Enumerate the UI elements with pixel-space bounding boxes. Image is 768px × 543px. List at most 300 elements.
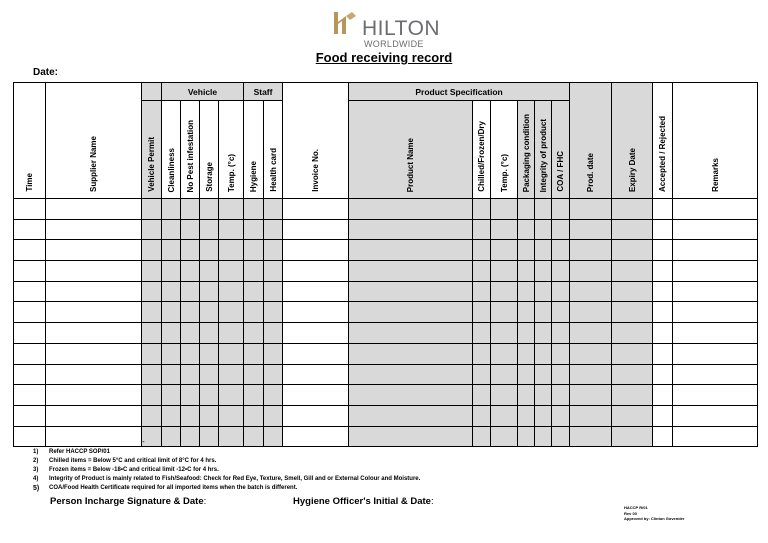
table-row <box>14 323 758 344</box>
table-cell[interactable] <box>200 199 219 220</box>
table-row <box>14 281 758 302</box>
table-cell[interactable] <box>219 426 244 447</box>
table-cell[interactable] <box>244 261 264 282</box>
table-cell[interactable] <box>162 343 181 364</box>
table-cell[interactable] <box>264 323 283 344</box>
table-cell[interactable] <box>491 240 518 261</box>
table-cell[interactable] <box>283 219 349 240</box>
table-cell[interactable] <box>283 343 349 364</box>
table-cell[interactable] <box>349 426 473 447</box>
table-cell[interactable] <box>535 385 552 406</box>
table-cell[interactable] <box>264 302 283 323</box>
table-cell[interactable] <box>14 364 46 385</box>
table-cell[interactable] <box>142 302 162 323</box>
table-cell[interactable] <box>473 240 491 261</box>
table-cell[interactable] <box>673 385 758 406</box>
table-cell[interactable] <box>142 343 162 364</box>
table-cell[interactable] <box>491 261 518 282</box>
table-cell[interactable] <box>491 302 518 323</box>
table-cell[interactable] <box>349 343 473 364</box>
table-cell[interactable] <box>673 199 758 220</box>
table-cell[interactable] <box>244 199 264 220</box>
table-cell[interactable] <box>653 405 673 426</box>
table-cell[interactable] <box>142 385 162 406</box>
table-cell[interactable] <box>653 261 673 282</box>
table-cell[interactable] <box>142 199 162 220</box>
table-cell[interactable] <box>162 323 181 344</box>
table-cell[interactable] <box>552 281 570 302</box>
table-cell[interactable] <box>200 426 219 447</box>
table-cell[interactable] <box>14 261 46 282</box>
table-row <box>14 405 758 426</box>
table-cell[interactable] <box>14 405 46 426</box>
note-item <box>33 484 420 493</box>
table-cell[interactable] <box>518 199 535 220</box>
table-cell[interactable] <box>349 261 473 282</box>
table-cell[interactable] <box>181 219 200 240</box>
table-cell[interactable] <box>264 426 283 447</box>
table-cell[interactable] <box>46 426 142 447</box>
table-cell[interactable] <box>491 219 518 240</box>
table-cell[interactable] <box>349 364 473 385</box>
table-cell[interactable] <box>491 426 518 447</box>
table-cell[interactable] <box>283 240 349 261</box>
table-cell[interactable] <box>653 240 673 261</box>
table-cell[interactable] <box>244 281 264 302</box>
note-number: 1) <box>33 449 39 455</box>
table-cell[interactable] <box>535 364 552 385</box>
table-cell[interactable] <box>518 302 535 323</box>
table-cell[interactable] <box>518 343 535 364</box>
table-cell[interactable] <box>535 426 552 447</box>
table-cell[interactable] <box>142 281 162 302</box>
table-cell[interactable] <box>46 405 142 426</box>
col-prod-date: Prod. date <box>570 83 612 199</box>
table-cell[interactable] <box>473 426 491 447</box>
table-cell[interactable] <box>14 240 46 261</box>
table-cell[interactable] <box>491 323 518 344</box>
table-cell[interactable] <box>264 343 283 364</box>
table-cell[interactable] <box>181 385 200 406</box>
table-cell[interactable] <box>200 281 219 302</box>
table-cell[interactable] <box>283 323 349 344</box>
table-cell[interactable] <box>491 364 518 385</box>
logo-name: HILTON <box>362 17 441 40</box>
group-header-row <box>14 83 758 101</box>
table-cell[interactable] <box>473 343 491 364</box>
table-cell[interactable] <box>181 343 200 364</box>
table-cell[interactable] <box>653 281 673 302</box>
table-cell[interactable] <box>181 281 200 302</box>
col-expiry-date: Expiry Date <box>612 83 653 199</box>
table-cell[interactable] <box>162 302 181 323</box>
table-cell[interactable] <box>200 302 219 323</box>
table-cell[interactable] <box>552 323 570 344</box>
table-cell[interactable] <box>46 364 142 385</box>
table-cell[interactable] <box>142 261 162 282</box>
footer-approved: Approved by: Clinton Govender <box>624 516 685 521</box>
hilton-emblem-icon <box>332 10 358 36</box>
note-text: Frozen items = Below -18•C and critical limit -12•C for 4 hrs. <box>49 467 219 473</box>
table-cell[interactable] <box>162 261 181 282</box>
table-row <box>14 261 758 282</box>
table-cell[interactable] <box>570 364 612 385</box>
table-cell[interactable] <box>244 426 264 447</box>
table-cell[interactable] <box>46 302 142 323</box>
logo-subtitle: WORLDWIDE <box>364 39 424 49</box>
table-cell[interactable] <box>673 364 758 385</box>
table-cell[interactable] <box>535 302 552 323</box>
table-cell[interactable] <box>673 405 758 426</box>
table-cell[interactable] <box>181 261 200 282</box>
table-cell[interactable] <box>612 281 653 302</box>
table-cell[interactable] <box>518 240 535 261</box>
table-cell[interactable] <box>162 364 181 385</box>
note-text: COA/Food Health Certificate required for all imported items when the batch is different. <box>49 485 298 491</box>
table-cell[interactable] <box>264 364 283 385</box>
table-cell[interactable] <box>673 426 758 447</box>
table-cell[interactable] <box>244 302 264 323</box>
table-cell[interactable] <box>570 199 612 220</box>
table-cell[interactable] <box>46 199 142 220</box>
note-number: 5) <box>33 485 40 492</box>
table-cell[interactable] <box>349 302 473 323</box>
table-cell[interactable] <box>200 323 219 344</box>
col-time: Time <box>14 83 46 199</box>
table-cell[interactable] <box>264 405 283 426</box>
col-storage: Storage <box>200 101 219 199</box>
note-text: Chilled items = Below 5°C and critical limit of 8°C for 4 hrs. <box>49 458 217 464</box>
table-cell[interactable] <box>653 364 673 385</box>
table-cell[interactable] <box>673 261 758 282</box>
table-cell[interactable] <box>552 343 570 364</box>
table-cell[interactable] <box>612 405 653 426</box>
table-cell[interactable] <box>473 281 491 302</box>
table-cell[interactable] <box>219 405 244 426</box>
table-cell[interactable] <box>264 219 283 240</box>
table-cell[interactable] <box>349 240 473 261</box>
table-cell[interactable] <box>473 364 491 385</box>
table-cell[interactable] <box>283 302 349 323</box>
table-cell[interactable] <box>244 323 264 344</box>
table-cell[interactable] <box>14 323 46 344</box>
table-cell[interactable] <box>552 385 570 406</box>
note-number: 4) <box>33 476 39 482</box>
table-cell[interactable] <box>552 261 570 282</box>
table-cell[interactable] <box>612 323 653 344</box>
table-cell[interactable] <box>653 385 673 406</box>
table-cell[interactable] <box>264 281 283 302</box>
food-receiving-table <box>13 82 758 447</box>
table-cell[interactable] <box>552 426 570 447</box>
table-cell[interactable] <box>142 323 162 344</box>
table-cell[interactable] <box>283 364 349 385</box>
table-cell[interactable] <box>219 199 244 220</box>
table-cell[interactable] <box>219 281 244 302</box>
table-cell[interactable] <box>14 219 46 240</box>
table-cell[interactable] <box>46 219 142 240</box>
group-staff: Staff <box>244 83 283 101</box>
table-cell[interactable] <box>283 281 349 302</box>
table-cell[interactable] <box>181 364 200 385</box>
table-cell[interactable] <box>673 343 758 364</box>
table-cell[interactable] <box>200 343 219 364</box>
table-cell[interactable] <box>570 405 612 426</box>
table-cell[interactable] <box>14 281 46 302</box>
table-cell[interactable] <box>535 199 552 220</box>
table-cell[interactable] <box>219 343 244 364</box>
table-cell[interactable] <box>518 281 535 302</box>
table-cell[interactable] <box>518 385 535 406</box>
table-row <box>14 364 758 385</box>
table-cell[interactable] <box>653 426 673 447</box>
table-cell[interactable] <box>46 261 142 282</box>
table-cell[interactable] <box>181 405 200 426</box>
table-cell[interactable] <box>162 281 181 302</box>
col-integrity: Integrity of product <box>535 101 552 199</box>
table-cell[interactable] <box>535 343 552 364</box>
table-cell[interactable] <box>673 219 758 240</box>
table-cell[interactable] <box>162 426 181 447</box>
table-row <box>14 219 758 240</box>
table-cell[interactable] <box>181 323 200 344</box>
table-cell[interactable] <box>283 405 349 426</box>
footer-code: HACCP R/01 <box>624 505 648 510</box>
table-cell[interactable] <box>612 302 653 323</box>
table-cell[interactable] <box>283 199 349 220</box>
table-cell[interactable] <box>491 405 518 426</box>
table-cell[interactable] <box>535 240 552 261</box>
table-cell[interactable] <box>244 385 264 406</box>
table-cell[interactable] <box>473 199 491 220</box>
table-cell[interactable] <box>219 385 244 406</box>
table-cell[interactable] <box>570 261 612 282</box>
col-cleanliness: Cleanliness <box>162 101 181 199</box>
table-cell[interactable] <box>162 405 181 426</box>
table-cell[interactable] <box>200 240 219 261</box>
table-cell[interactable] <box>673 302 758 323</box>
table-cell[interactable] <box>162 385 181 406</box>
table-cell[interactable] <box>244 240 264 261</box>
notes-list <box>33 448 420 493</box>
table-cell[interactable] <box>570 281 612 302</box>
table-cell[interactable] <box>570 219 612 240</box>
table-cell[interactable] <box>219 302 244 323</box>
table-cell[interactable] <box>219 219 244 240</box>
table-cell[interactable] <box>349 323 473 344</box>
table-cell[interactable] <box>491 385 518 406</box>
table-cell[interactable] <box>518 405 535 426</box>
col-hygiene: Hygiene <box>244 101 264 199</box>
table-cell[interactable] <box>473 302 491 323</box>
note-text: Refer HACCP SOP/01 <box>49 449 110 455</box>
table-cell[interactable] <box>570 343 612 364</box>
note-text: Integrity of Product is mainly related to Fish/Seafood: Check for Red Eye, Texture, Smell, Gill and or External Colour and Moisture. <box>49 476 421 482</box>
table-cell[interactable] <box>181 240 200 261</box>
col-chilled-frozen-dry: Chilled/Frozen/Dry <box>473 101 491 199</box>
col-supplier-name: Supplier Name <box>46 83 142 199</box>
table-cell[interactable] <box>570 240 612 261</box>
table-row <box>14 385 758 406</box>
table-cell[interactable] <box>219 261 244 282</box>
table-cell[interactable] <box>283 426 349 447</box>
table-cell[interactable] <box>653 343 673 364</box>
table-cell[interactable] <box>349 281 473 302</box>
table-cell[interactable] <box>349 385 473 406</box>
table-cell[interactable] <box>264 240 283 261</box>
table-cell[interactable] <box>518 323 535 344</box>
table-cell[interactable] <box>491 281 518 302</box>
table-cell[interactable] <box>552 405 570 426</box>
table-cell[interactable] <box>349 199 473 220</box>
col-remarks: Remarks <box>673 83 758 199</box>
note-number: 3) <box>33 467 39 473</box>
table-cell[interactable] <box>46 343 142 364</box>
table-cell[interactable] <box>219 323 244 344</box>
table-cell[interactable] <box>518 426 535 447</box>
table-cell[interactable] <box>653 219 673 240</box>
table-cell[interactable] <box>244 364 264 385</box>
table-cell[interactable] <box>612 343 653 364</box>
col-no-pest: No Pest infestation <box>181 101 200 199</box>
table-cell[interactable] <box>142 364 162 385</box>
table-cell[interactable] <box>552 302 570 323</box>
table-cell[interactable] <box>283 385 349 406</box>
table-cell[interactable] <box>142 405 162 426</box>
table-cell[interactable] <box>200 219 219 240</box>
table-cell[interactable] <box>612 219 653 240</box>
table-cell[interactable] <box>244 405 264 426</box>
person-incharge-signature: Person Incharge Signature & Date: <box>50 496 207 507</box>
table-cell[interactable] <box>200 405 219 426</box>
table-cell[interactable] <box>491 343 518 364</box>
table-cell[interactable] <box>244 219 264 240</box>
table-cell[interactable] <box>653 323 673 344</box>
row-mark[interactable]: - <box>142 426 162 447</box>
table-cell[interactable] <box>162 240 181 261</box>
table-cell[interactable] <box>349 405 473 426</box>
table-cell[interactable] <box>570 426 612 447</box>
table-cell[interactable] <box>570 323 612 344</box>
table-cell[interactable] <box>612 240 653 261</box>
table-cell[interactable] <box>219 364 244 385</box>
table-cell[interactable] <box>612 426 653 447</box>
table-cell[interactable] <box>200 261 219 282</box>
table-cell[interactable] <box>653 199 673 220</box>
table-cell[interactable] <box>473 405 491 426</box>
table-cell[interactable] <box>264 261 283 282</box>
table-cell[interactable] <box>570 302 612 323</box>
col-packaging: Packaging condition <box>518 101 535 199</box>
table-cell[interactable] <box>264 199 283 220</box>
table-cell[interactable] <box>473 261 491 282</box>
table-cell[interactable] <box>473 385 491 406</box>
table-cell[interactable] <box>518 261 535 282</box>
table-cell[interactable] <box>535 261 552 282</box>
table-cell[interactable] <box>518 219 535 240</box>
table-cell[interactable] <box>219 240 244 261</box>
table-cell[interactable] <box>14 343 46 364</box>
table-cell[interactable] <box>673 323 758 344</box>
table-cell[interactable] <box>46 385 142 406</box>
date-label: Date: <box>33 67 59 78</box>
table-cell[interactable] <box>14 385 46 406</box>
table-cell[interactable] <box>552 199 570 220</box>
table-cell[interactable] <box>570 385 612 406</box>
table-cell[interactable] <box>653 302 673 323</box>
table-cell[interactable] <box>14 199 46 220</box>
table-cell[interactable] <box>491 199 518 220</box>
table-cell[interactable] <box>612 385 653 406</box>
table-row <box>14 343 758 364</box>
table-cell[interactable] <box>535 281 552 302</box>
col-vehicle-temp: Temp. (°c) <box>219 101 244 199</box>
table-cell[interactable] <box>264 385 283 406</box>
col-product-temp: Temp. (°c) <box>491 101 518 199</box>
col-product-name: Product Name <box>349 101 473 199</box>
table-cell[interactable] <box>349 219 473 240</box>
table-cell[interactable] <box>535 405 552 426</box>
group-vehicle: Vehicle <box>162 83 244 101</box>
table-cell[interactable] <box>535 323 552 344</box>
table-cell[interactable] <box>612 199 653 220</box>
table-cell[interactable] <box>142 240 162 261</box>
table-cell[interactable] <box>473 219 491 240</box>
table-cell[interactable] <box>46 240 142 261</box>
col-accepted-rejected: Accepted / Rejected <box>653 83 673 199</box>
table-cell[interactable] <box>162 199 181 220</box>
table-cell[interactable] <box>552 219 570 240</box>
table-cell[interactable] <box>14 426 46 447</box>
table-cell[interactable] <box>283 261 349 282</box>
note-item <box>33 475 420 484</box>
document-footer <box>624 505 684 522</box>
table-cell[interactable] <box>673 240 758 261</box>
table-cell[interactable] <box>535 219 552 240</box>
hygiene-officer-initial: Hygiene Officer's Initial & Date: <box>293 496 434 507</box>
table-cell[interactable] <box>473 323 491 344</box>
table-cell[interactable] <box>518 364 535 385</box>
col-health-card: Health card <box>264 101 283 199</box>
table-cell[interactable] <box>14 302 46 323</box>
table-cell[interactable] <box>181 426 200 447</box>
table-row <box>14 240 758 261</box>
table-cell[interactable] <box>46 281 142 302</box>
table-cell[interactable] <box>181 302 200 323</box>
table-cell[interactable] <box>181 199 200 220</box>
table-cell[interactable] <box>46 323 142 344</box>
note-item <box>33 448 420 457</box>
table-cell[interactable] <box>162 219 181 240</box>
footer-rev: Rev 03 <box>624 510 637 516</box>
col-invoice-no: Invoice No. <box>283 83 349 199</box>
document-title: Food receiving record <box>315 50 453 65</box>
group-product-specification: Product Specification <box>349 83 570 101</box>
table-cell[interactable] <box>552 240 570 261</box>
table-cell[interactable] <box>142 219 162 240</box>
table-cell[interactable] <box>673 281 758 302</box>
table-cell[interactable] <box>200 385 219 406</box>
note-number: 2) <box>33 458 39 464</box>
table-cell[interactable] <box>244 343 264 364</box>
table-cell[interactable] <box>612 364 653 385</box>
table-row <box>14 199 758 220</box>
table-cell[interactable] <box>612 261 653 282</box>
note-item <box>33 457 420 466</box>
col-coa-fhc: COA / FHC <box>552 101 570 199</box>
table-cell[interactable] <box>552 364 570 385</box>
table-cell[interactable] <box>200 364 219 385</box>
